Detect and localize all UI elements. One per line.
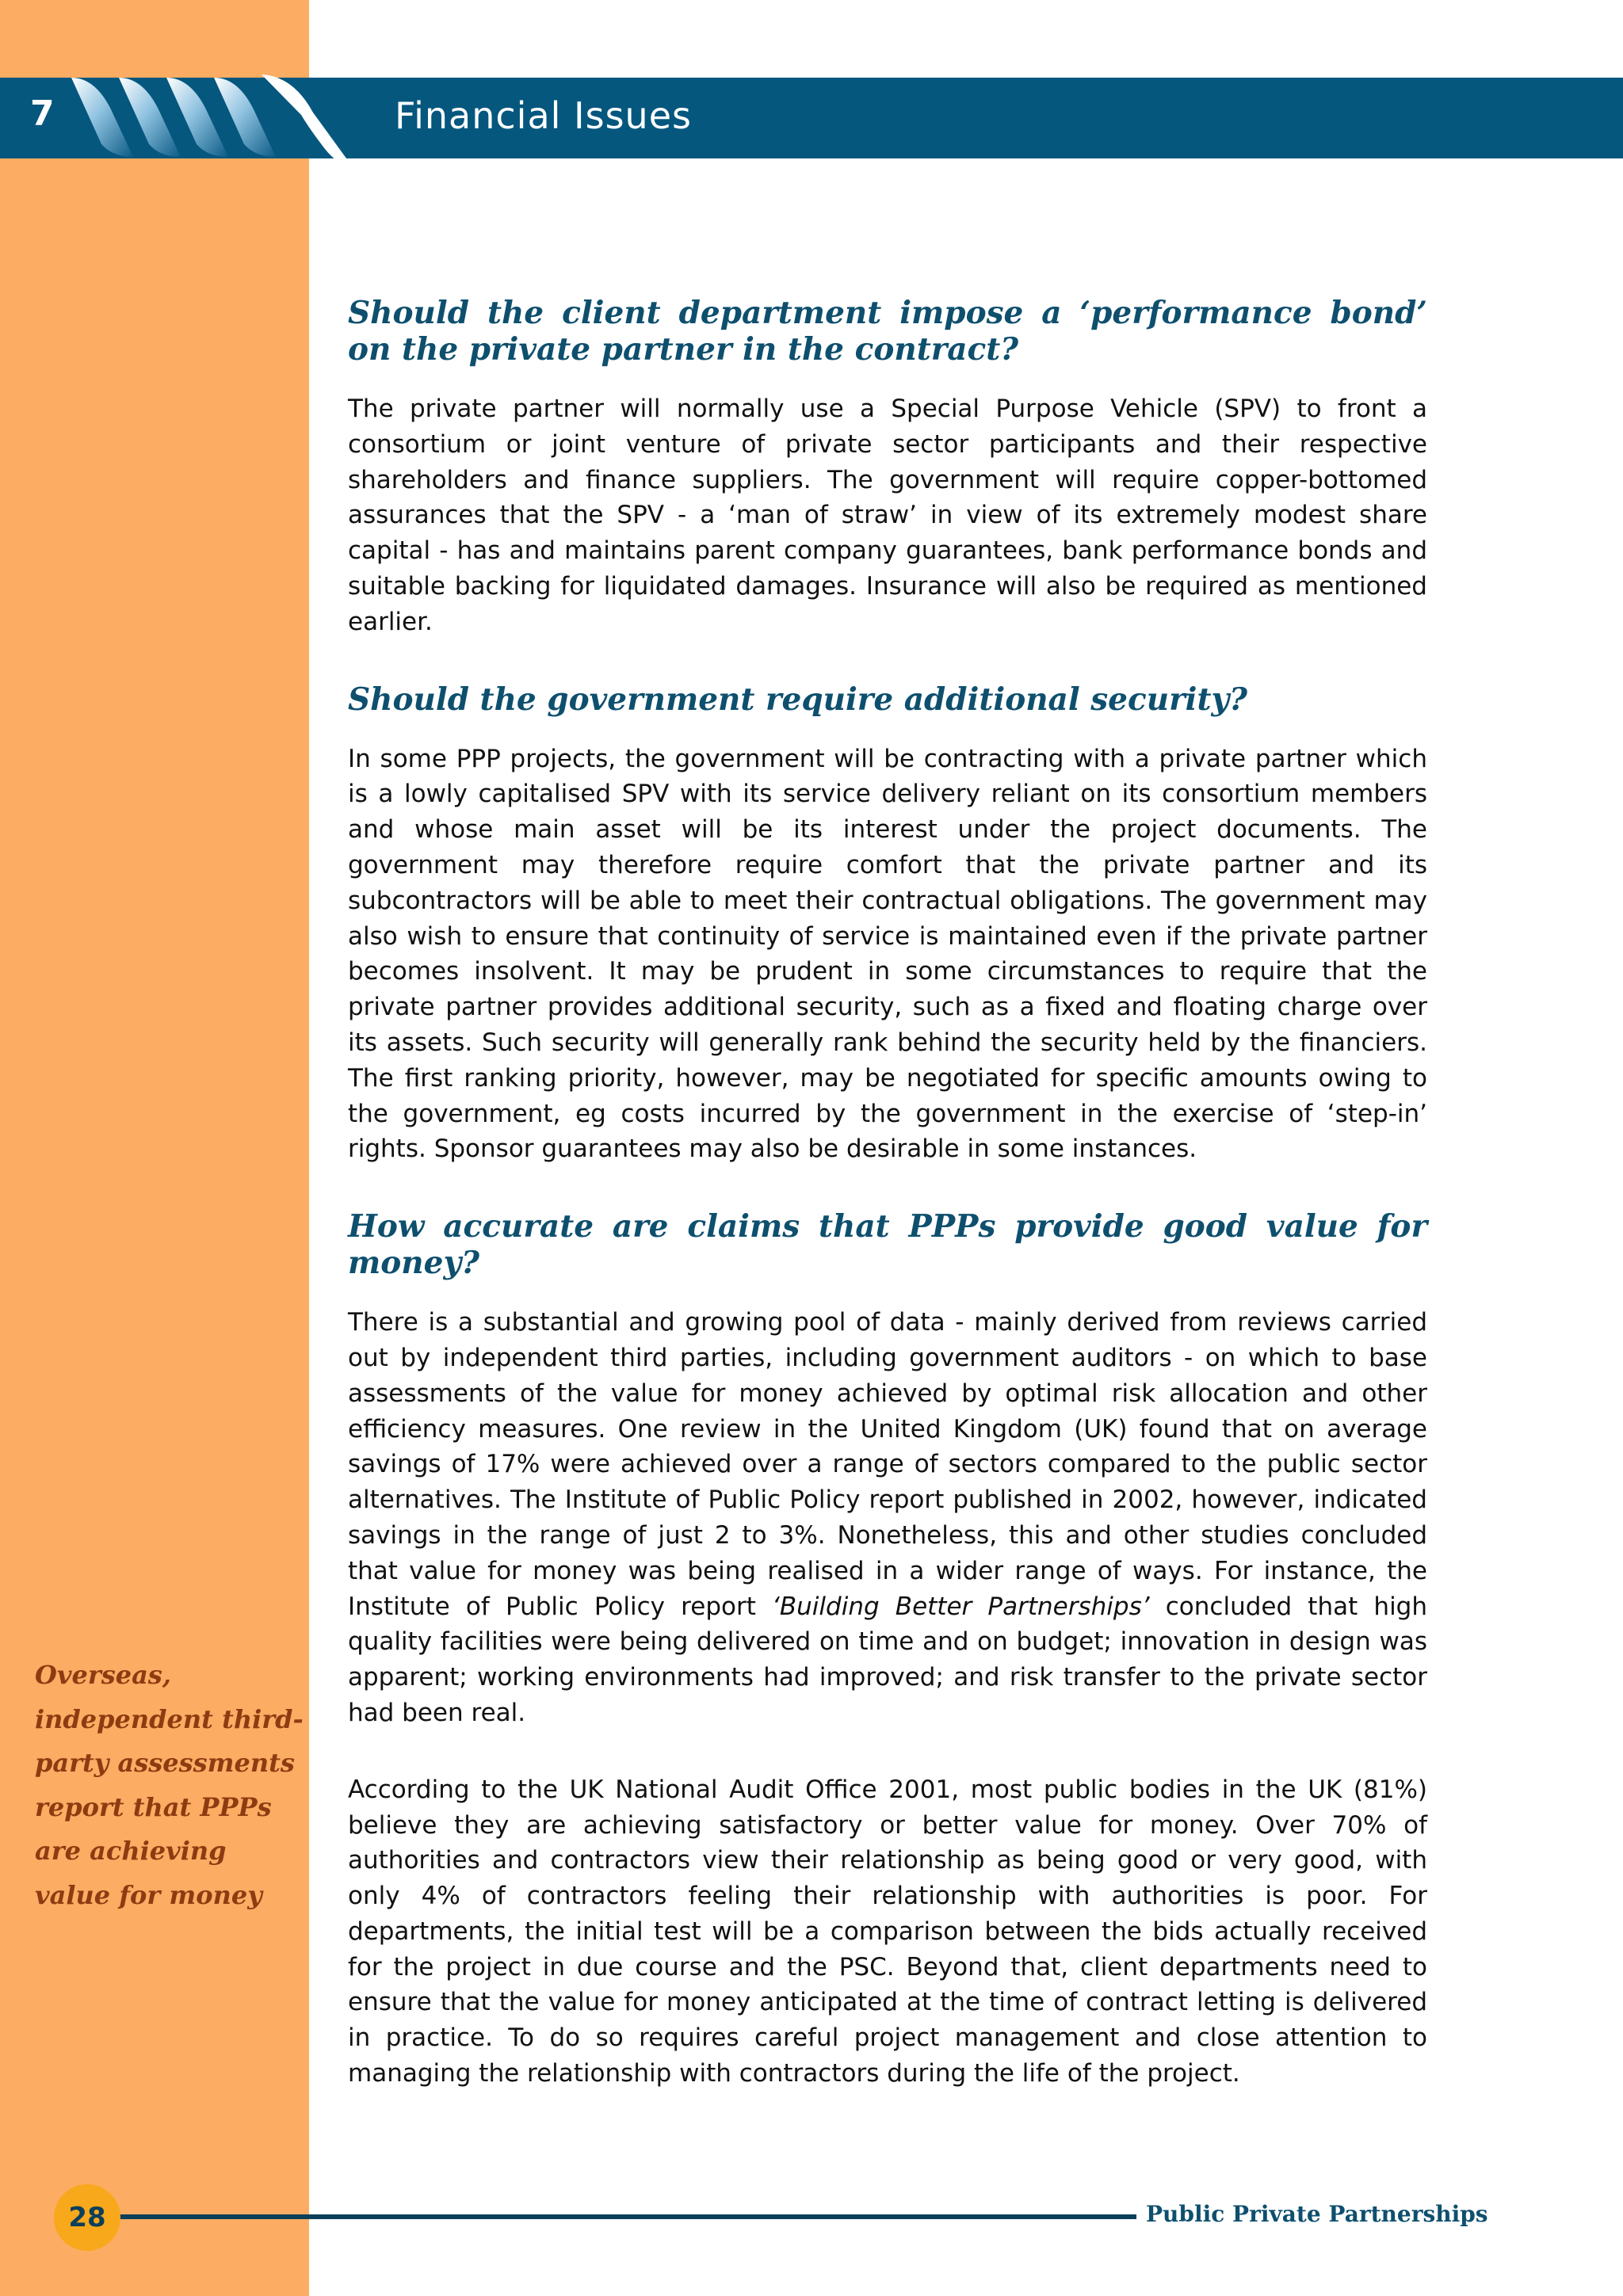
section-heading-value-for-money: How accurate are claims that PPPs provide good value for money? — [348, 1208, 1427, 1282]
page-number-badge — [54, 2184, 120, 2251]
report-title-italic: ‘Building Better Partnerships’ — [772, 1592, 1150, 1621]
chapter-title: Financial Issues — [395, 94, 692, 137]
paragraph-additional-security: In some PPP projects, the government will be contracting with a private partner which is a lowly capitalised SPV with its service delivery reliant on its consortium members and whose main asset will be its interest under the project documents. The government may therefore require comfort that the private partner and its subcontractors will be able to meet their contractual obligations. The government may also wish to ensure that continuity of service is maintained even if the private partner becomes insolvent. It may be prudent in some circumstances to require that the private partner provides additional security, such as a fixed and floating charge over its assets. Such security will generally rank behind the security held by the financiers. The first ranking priority, however, may be negotiated for specific amounts owing to the government, eg costs incurred by the government in the exercise of ‘step-in’ rights. Sponsor guarantees may also be desirable in some instances. — [348, 744, 1427, 1164]
main-content — [348, 295, 1427, 2133]
paragraph-value-for-money-1 — [348, 1305, 1427, 1731]
page-number: 28 — [68, 2202, 106, 2233]
paragraph-performance-bond: The private partner will normally use a Special Purpose Vehicle (SPV) to front a consortium or joint venture of private sector participants and their respective shareholders and finance suppliers. The government will require copper-bottomed assurances that the SPV - a ‘man of straw’ in view of its extremely modest share capital - has and maintains parent company guarantees, bank performance bonds and suitable backing for liquidated damages. Insurance will also be required as mentioned earlier. — [348, 395, 1427, 636]
paragraph-value-for-money-2: According to the UK National Audit Office 2001, most public bodies in the UK (81%) believe they are achieving satisfactory or better value for money. Over 70% of authorities and contractors view their relationship as being good or very good, with only 4% of contractors feeling their relationship with authorities is poor. For departments, the initial test will be a comparison between the bids actually received for the project in due course and the PSC. Beyond that, client departments need to ensure that the value for money anticipated at the time of contract letting is delivered in practice. To do so requires careful project management and close attention to managing the relationship with contractors during the life of the project. — [348, 1775, 1427, 2088]
header-stripes-decoration — [63, 71, 380, 170]
sidebar-pull-quote: Overseas, independent third-party assessments report that PPPs are achieving value for money — [35, 1660, 304, 1910]
footer-publication-title: Public Private Partnerships — [1146, 2201, 1488, 2227]
section-heading-additional-security: Should the government require additional security? — [348, 681, 1247, 718]
paragraph-text-segment: There is a substantial and growing pool of data - mainly derived from reviews carried out by independent third parties, including government auditors - on which to base assessments of the value for money achieved by optimal risk allocation and other efficiency measures. One review in the United Kingdom (UK) found that on average savings of 17% were achieved over a range of sectors compared to the public sector alternatives. The Institute of Public Policy report published in 2002, however, indicated savings in the range of just 2 to 3%. Nonetheless, this and other studies concluded that value for money was being realised in a wider range of ways. For instance, the Institute of Public Policy report — [348, 1308, 1427, 1621]
footer-rule — [119, 2214, 1136, 2219]
sidebar-panel — [0, 0, 309, 2296]
paragraph-text-segment: concluded that high quality facilities were being delivered on time and on budget; innovation in design was apparent; working environments had improved; and risk transfer to the private sector had been real. — [348, 1592, 1428, 1727]
chapter-number: 7 — [30, 93, 55, 134]
section-heading-performance-bond: Should the client department impose a ‘performance bond’ on the private partner in the contract? — [348, 295, 1427, 368]
